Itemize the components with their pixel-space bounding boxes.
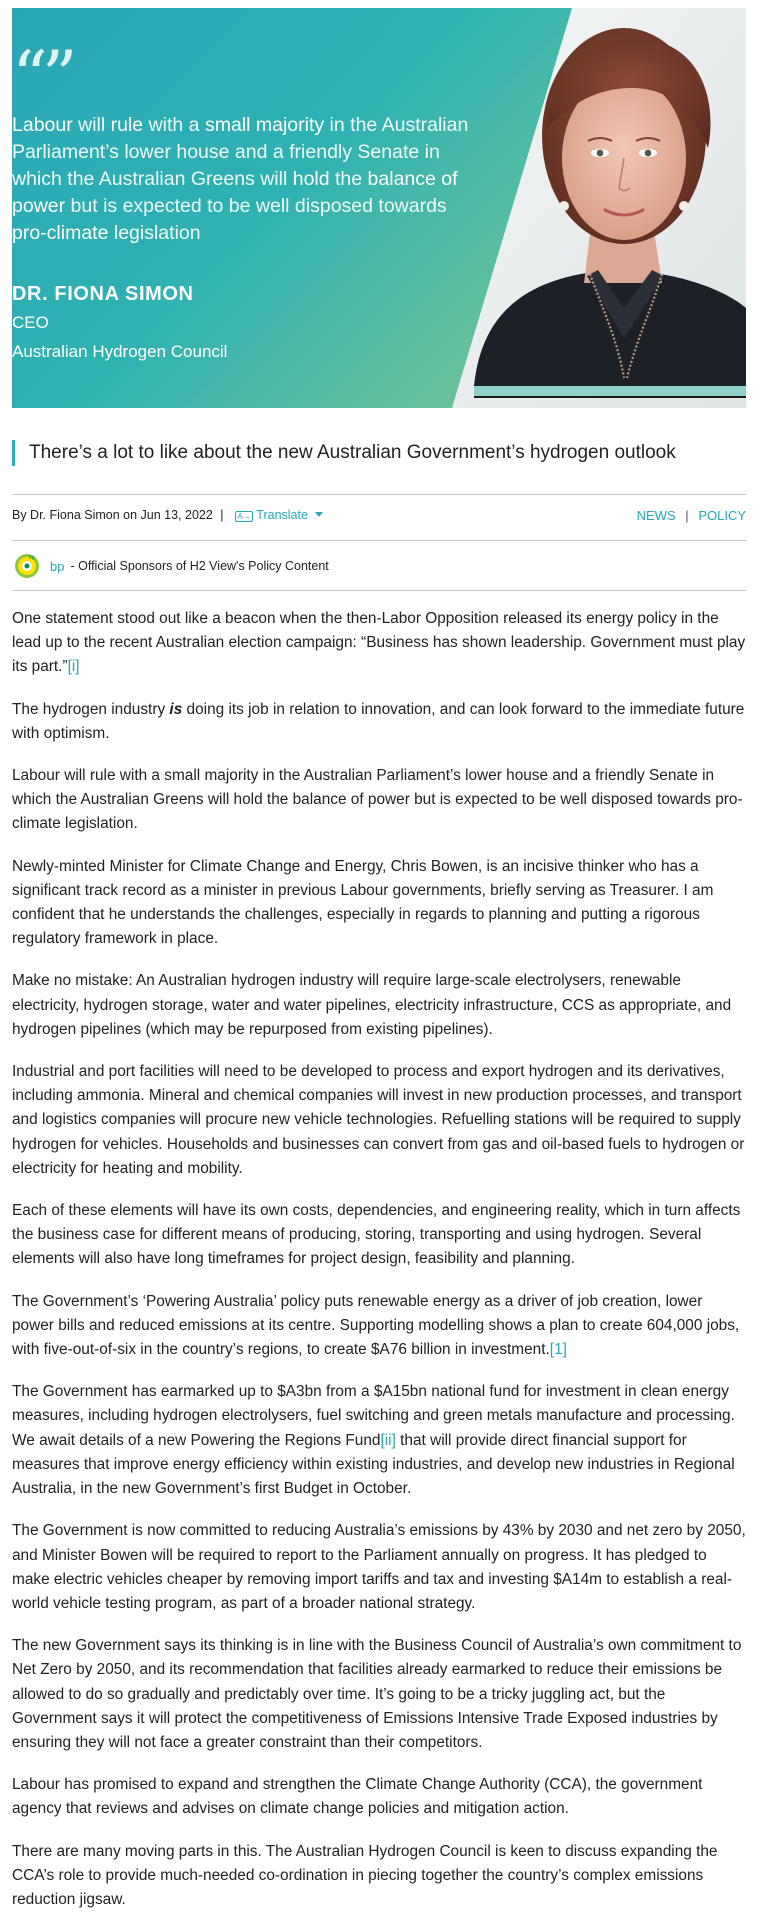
paragraph-text: Newly-minted Minister for Climate Change and Energy, Chris Bowen, is an incisive thinker who has a significant track record as a minister in previous Labour governments, briefly serving as Treasurer. I am confident that he understands the challenges, especially in regards to planning and putting a rigorous regulatory framework in place. bbox=[12, 857, 714, 948]
hero-quote-emphasis: balance of power bbox=[12, 168, 458, 217]
article-paragraph bbox=[12, 1380, 746, 1501]
quote-marks-icon: “” bbox=[12, 36, 72, 118]
hero-author-role: CEO bbox=[12, 313, 49, 332]
bp-logo-icon[interactable] bbox=[14, 553, 40, 579]
footnote-link[interactable]: [i] bbox=[67, 658, 80, 676]
paragraph-text: The Government is now committed to reducing Australia’s emissions by 43% by 2030 and net zero by 2050, and Minister Bowen will be required to report to the Parliament annually on progress. It has pledged to make electric vehicles cheaper by removing import tariffs and tax and investing $A14m to establish a real-world vehicle testing program, as part of a broader national strategy. bbox=[12, 1522, 746, 1612]
paragraph-text: The Government’s ‘Powering Australia’ policy puts renewable energy as a driver of job creation, lower power bills and reduced emissions at its centre. Supporting modelling shows a plan to create 604,000 jobs, with five-out-of-six in the country’s regions, to create $A76 billion in investment. bbox=[12, 1292, 740, 1359]
article-paragraph bbox=[12, 1060, 746, 1181]
hero-author-organization: Australian Hydrogen Council bbox=[12, 342, 228, 361]
hero-quote-text: in the Australian Parliament’s lower house and a friendly Senate in which the Australian Greens will bbox=[12, 114, 469, 190]
byline-separator: | bbox=[220, 508, 224, 522]
paragraph-text: There are many moving parts in this. The Australian Hydrogen Council is keen to discuss expanding the CCA’s role to provide much-needed co-ordination in piecing together the country’s complex emissions reduction jigsaw. bbox=[12, 1842, 718, 1908]
article-paragraph bbox=[12, 1634, 746, 1755]
article-paragraph bbox=[12, 607, 746, 680]
hero-banner bbox=[12, 8, 746, 408]
hero-quote-text: the bbox=[329, 168, 368, 190]
article-paragraph bbox=[12, 855, 746, 952]
article-title-block bbox=[12, 440, 746, 466]
translate-label: Translate bbox=[256, 508, 308, 522]
article-paragraph bbox=[12, 1773, 746, 1821]
paragraph-text: The new Government says its thinking is in line with the Business Council of Australia’s own commitment to Net Zero by 2050, and its recommendation that facilities already earmarked to reduce their emissions be allowed to do so gradually and predictably over time. It’s going to be a tricky juggling act, but the Government says it will protect the competitiveness of Emissions Intensive Trade Exposed industries by ensuring they will not face a greater constraint than their competitors. bbox=[12, 1637, 742, 1751]
hero-quote-emphasis: small majority bbox=[204, 114, 325, 136]
paragraph-text: Make no mistake: An Australian hydrogen industry will require large-scale electrolysers, renewable electricity, hydrogen storage, water and water pipelines, electricity infrastructure, CCS as appropriate, and hydrogen pipelines (which may be repurposed from existing pipelines). bbox=[12, 972, 732, 1038]
divider bbox=[12, 494, 746, 495]
hero-author-name: DR. FIONA SIMON bbox=[12, 283, 194, 305]
paragraph-text: Industrial and port facilities will need to be developed to process and export hydrogen and its derivatives, including ammonia. Mineral and chemical companies will invest in new production processes, and transport and logistics companies will procure new vehicle technologies. Refuelling stations will be required to supply hydrogen for vehicles. Households and businesses can convert from gas and oil-based fuels to hydrogen or electricity for heating and mobility. bbox=[12, 1063, 745, 1177]
hero-quote-emphasis: Labour bbox=[12, 114, 73, 136]
category-link-policy[interactable]: POLICY bbox=[698, 508, 746, 523]
chevron-down-icon bbox=[315, 512, 323, 517]
translate-icon: A→ bbox=[235, 511, 253, 522]
paragraph-text: Each of these elements will have its own costs, dependencies, and engineering reality, which in turn affects the business case for different means of producing, storing, transporting and using hydrogen. Several elements will also have long timeframes for project design, feasibility and planning. bbox=[12, 1202, 741, 1268]
hero-quote-emphasis: hold bbox=[292, 168, 330, 190]
hero-quote-emphasis: rule bbox=[110, 114, 144, 136]
paragraph-text: Labour has promised to expand and strengthen the Climate Change Authority (CCA), the government agency that reviews and advises on climate change policies and mitigation action. bbox=[12, 1776, 703, 1818]
translate-button[interactable] bbox=[235, 508, 323, 522]
paragraph-text: The Government has earmarked up to $A3bn from a $A15bn national fund for investment in clean energy measures, including hydrogen electrolysers, fuel switching and green metals manufacture and processing. We await details of a new Powering the Regions Fund bbox=[12, 1383, 735, 1449]
divider bbox=[12, 590, 746, 591]
article-body bbox=[12, 607, 746, 1930]
article-paragraph bbox=[12, 1199, 746, 1272]
paragraph-text: doing its job in relation to innovation, and can look forward to the immediate future with optimism. bbox=[12, 700, 745, 742]
byline-text: By Dr. Fiona Simon on Jun 13, 2022 bbox=[12, 508, 213, 522]
footnote-link[interactable]: [1] bbox=[549, 1341, 567, 1359]
hero-accent-bar bbox=[474, 386, 746, 398]
sponsor-name[interactable]: bp bbox=[50, 558, 65, 574]
hero-quote-emphasis: pro-climate bbox=[12, 222, 109, 244]
sponsor-text: - Official Sponsors of H2 View's Policy Content bbox=[70, 559, 329, 573]
paragraph-text: Labour will rule with a small majority in the Australian Parliament’s lower house and a friendly Senate in which the Australian Greens will hold the balance of power but is expected to be well disposed towards pro-climate legislation. bbox=[12, 767, 743, 833]
byline bbox=[12, 508, 323, 522]
article-paragraph bbox=[12, 764, 746, 837]
article-paragraph bbox=[12, 1290, 746, 1363]
article-paragraph bbox=[12, 969, 746, 1042]
category-separator: | bbox=[685, 508, 689, 523]
article-paragraph bbox=[12, 1840, 746, 1913]
article-paragraph bbox=[12, 1519, 746, 1616]
category-link-news[interactable]: NEWS bbox=[636, 508, 676, 523]
sponsor-row bbox=[14, 552, 329, 580]
category-links bbox=[637, 508, 746, 523]
hero-quote-text: with a bbox=[143, 114, 205, 136]
hero-quote-text: legislation bbox=[108, 222, 201, 244]
article-title: There’s a lot to like about the new Australian Government’s hydrogen outlook bbox=[29, 442, 676, 463]
paragraph-text: that will provide direct financial support for measures that improve energy efficiency within existing industries, and develop new industries in Regional Australia, in the new Government’s first Budget in October. bbox=[12, 1431, 735, 1498]
hero-quote-text: will bbox=[72, 114, 111, 136]
author-portrait-image bbox=[12, 8, 746, 408]
paragraph-text: The hydrogen industry bbox=[12, 700, 170, 718]
divider bbox=[12, 540, 746, 541]
emphasis-text: is bbox=[169, 700, 183, 718]
paragraph-text: One statement stood out like a beacon when the then-Labor Opposition released its energy policy in the lead up to the recent Australian election campaign: “Business has shown leadership. Government must play its part.” bbox=[12, 610, 746, 676]
hero-quote-text: but is expected to be well disposed towards bbox=[65, 195, 447, 217]
footnote-link[interactable]: [ii] bbox=[380, 1431, 396, 1449]
bp-logo-text: bp bbox=[29, 555, 35, 561]
article-paragraph bbox=[12, 698, 746, 746]
